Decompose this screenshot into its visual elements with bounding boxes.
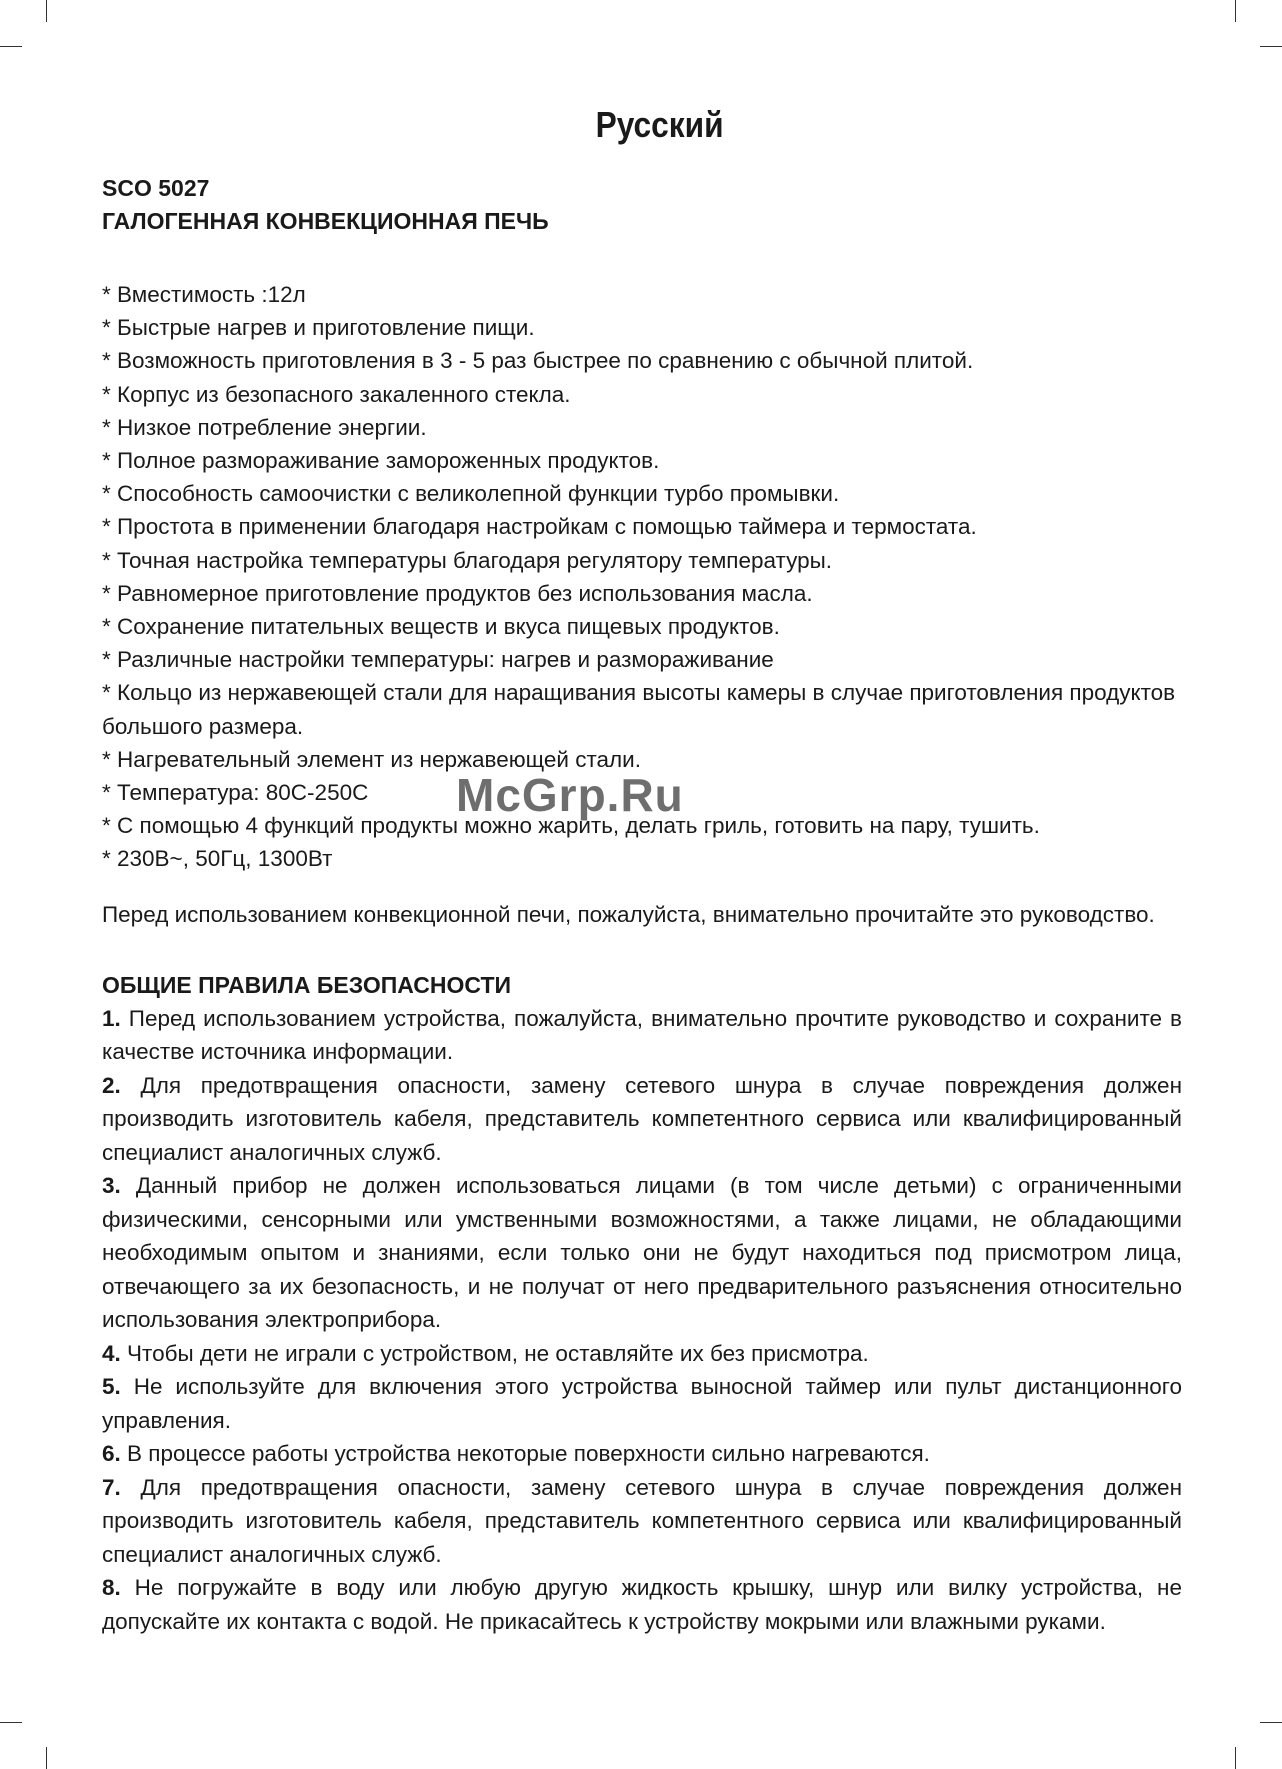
- rule-text: Перед использованием устройства, пожалуйста, внимательно прочтите руководство и сохраните в качестве источника информации.: [102, 1005, 1182, 1065]
- feature-item: * Нагревательный элемент из нержавеющей стали.: [102, 746, 642, 772]
- safety-rule: [102, 1437, 1182, 1471]
- feature-item: * Низкое потребление энергии.: [102, 414, 427, 440]
- rule-number: 8.: [102, 1575, 121, 1601]
- feature-item: * Различные настройки температуры: нагрев и размораживание: [102, 647, 774, 673]
- language-title: Русский: [595, 104, 724, 145]
- crop-mark-top-right-h: [1260, 46, 1282, 47]
- intro-text: Перед использованием конвекционной печи, пожалуйста, внимательно прочитайте это руководство.: [102, 901, 1155, 927]
- safety-rule: [102, 1002, 1182, 1069]
- rule-number: 1.: [102, 1005, 121, 1031]
- feature-item: * Температура: 80С-250С: [102, 780, 369, 806]
- feature-item: * Корпус из безопасного закаленного стекла.: [102, 381, 571, 407]
- model-number: SCO 5027: [102, 175, 210, 201]
- rule-text: Для предотвращения опасности, замену сетевого шнура в случае повреждения должен производить изготовитель кабеля, представитель компетентного сервиса или квалифицированный специалист аналогичных служб.: [102, 1072, 1182, 1165]
- rule-number: 5.: [102, 1374, 121, 1400]
- feature-item: * Вместимость :12л: [102, 282, 306, 307]
- feature-item: * С помощью 4 функций продукты можно жарить, делать гриль, готовить на пару, тушить.: [102, 813, 1040, 839]
- document-page: [102, 104, 1182, 1638]
- feature-item: * Возможность приготовления в 3 - 5 раз быстрее по сравнению с обычной плитой.: [102, 348, 974, 374]
- feature-item: * Кольцо из нержавеющей стали для наращивания высоты камеры в случае приготовления продуктов большого размера.: [102, 680, 1176, 739]
- crop-mark-bottom-left-v: [46, 1747, 47, 1769]
- product-name: ГАЛОГЕННАЯ КОНВЕКЦИОННАЯ ПЕЧЬ: [102, 208, 549, 234]
- crop-mark-top-left-v: [46, 0, 47, 22]
- crop-mark-bottom-right-h: [1260, 1722, 1282, 1723]
- rule-number: 3.: [102, 1173, 121, 1199]
- feature-item: * Быстрые нагрев и приготовление пищи.: [102, 315, 535, 341]
- feature-item: * Простота в применении благодаря настройкам с помощью таймера и термостата.: [102, 514, 977, 540]
- watermark-text: McGrp.Ru: [456, 769, 684, 821]
- feature-item: * Полное размораживание замороженных продуктов.: [102, 448, 660, 474]
- safety-rule: [102, 1169, 1182, 1337]
- rule-number: 7.: [102, 1474, 121, 1500]
- rule-text: В процессе работы устройства некоторые поверхности сильно нагреваются.: [120, 1441, 930, 1467]
- safety-rule: [102, 1471, 1182, 1572]
- rule-number: 6.: [102, 1441, 121, 1467]
- feature-item: * 230В~, 50Гц, 1300Вт: [102, 846, 333, 872]
- safety-section-title: ОБЩИЕ ПРАВИЛА БЕЗОПАСНОСТИ: [102, 971, 512, 998]
- safety-rule: [102, 1069, 1182, 1170]
- rule-text: Чтобы дети не играли с устройством, не оставляйте их без присмотра.: [120, 1340, 869, 1366]
- feature-item: * Точная настройка температуры благодаря регулятору температуры.: [102, 547, 833, 573]
- feature-item: * Сохранение питательных веществ и вкуса пищевых продуктов.: [102, 614, 780, 640]
- rule-text: Для предотвращения опасности, замену сетевого шнура в случае повреждения должен производить изготовитель кабеля, представитель компетентного сервиса или квалифицированный специалист аналогичных служб.: [102, 1474, 1182, 1567]
- rule-number: 2.: [102, 1072, 121, 1098]
- safety-rule: [102, 1337, 1182, 1371]
- crop-mark-bottom-left-h: [0, 1722, 22, 1723]
- rule-text: Не используйте для включения этого устройства выносной таймер или пульт дистанционного управления.: [102, 1374, 1182, 1433]
- crop-mark-bottom-right-v: [1235, 1747, 1236, 1769]
- crop-mark-top-right-v: [1235, 0, 1236, 22]
- crop-mark-top-left-h: [0, 46, 22, 47]
- rule-number: 4.: [102, 1340, 121, 1366]
- rule-text: Данный прибор не должен использоваться лицами (в том числе детьми) с ограниченными физическими, сенсорными или умственными возможностями, а также лицами, не обладающими необходимым опытом и знаниями, если только они не будут находиться под присмотром лица, отвечающего за их безопасность, и не получат от него предварительного разъяснения относительно использования электроприбора.: [102, 1173, 1182, 1333]
- safety-rules-list: [102, 1002, 1182, 1639]
- rule-text: Не погружайте в воду или любую другую жидкость крышку, шнур или вилку устройства, не допускайте их контакта с водой. Не прикасайтесь к устройству мокрыми или влажными руками.: [102, 1575, 1182, 1634]
- feature-item: * Равномерное приготовление продуктов без использования масла.: [102, 580, 813, 606]
- safety-rule: [102, 1370, 1182, 1437]
- safety-rule: [102, 1571, 1182, 1638]
- feature-item: * Способность самоочистки с великолепной функции турбо промывки.: [102, 481, 840, 507]
